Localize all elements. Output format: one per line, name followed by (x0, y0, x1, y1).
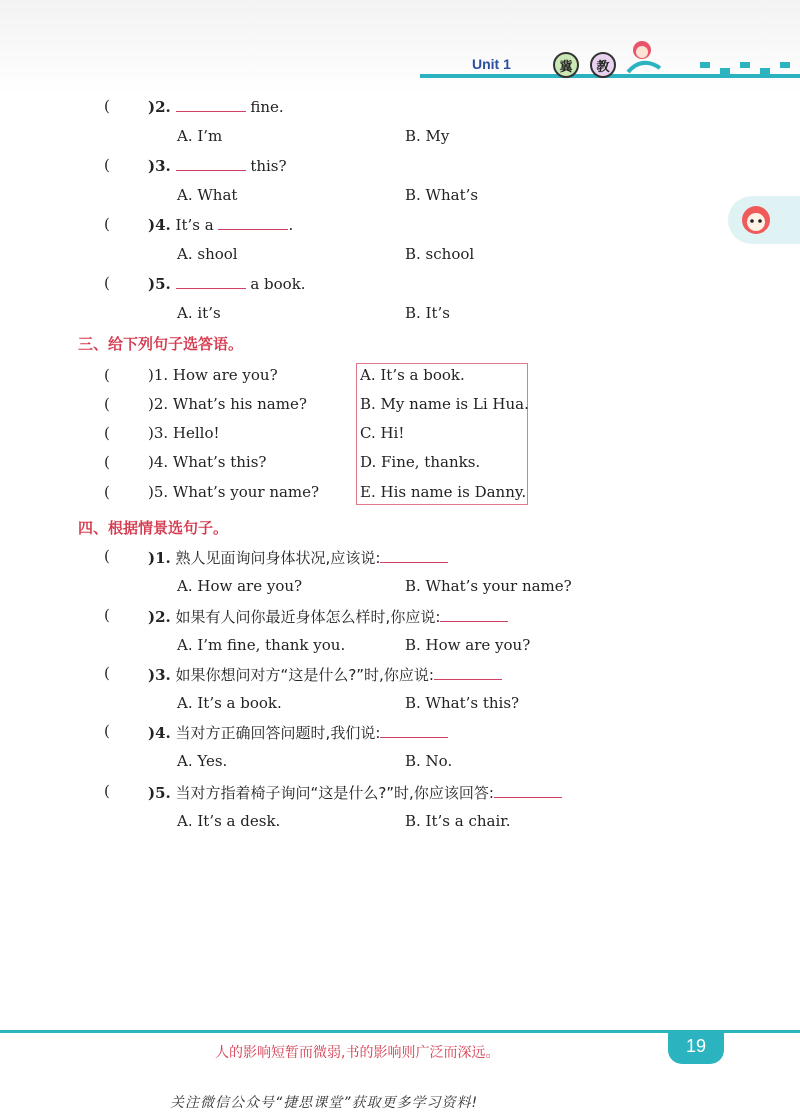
question-number: )2. (148, 98, 171, 116)
option-b: B. No. (405, 752, 453, 770)
match-question: )1. How are you? (148, 366, 278, 384)
fox-mascot-icon (736, 200, 776, 240)
match-question: )2. What’s his name? (148, 395, 307, 413)
option-b: B. It’s a chair. (405, 812, 511, 830)
question-number: )1. (148, 549, 171, 567)
answer-paren: ( (104, 395, 110, 413)
match-answer: B. My name is Li Hua. (360, 395, 529, 413)
answer-blank[interactable] (380, 548, 448, 563)
answer-paren: ( (104, 366, 110, 384)
question-number: )3. (148, 666, 171, 684)
question-number: )3. (148, 157, 171, 175)
unit-label: Unit 1 (472, 56, 511, 72)
option-b: B. What’s your name? (405, 577, 572, 595)
answer-paren: ( (104, 483, 110, 501)
scenario-text: 熟人见面询问身体状况,应该说: (175, 549, 381, 567)
question-number: )5. (148, 784, 171, 802)
option-a: A. I’m (177, 127, 223, 145)
option-b: B. What’s (405, 186, 479, 204)
match-answer: D. Fine, thanks. (360, 453, 481, 471)
question-text-post: . (288, 216, 294, 234)
scenario-row (148, 782, 562, 803)
option-a: A. How are you? (177, 577, 303, 595)
question-text-pre: It’s a (175, 216, 219, 234)
scenario-text: 如果你想问对方“这是什么?”时,你应说: (175, 666, 434, 684)
header-decoration (780, 62, 790, 68)
question-row (148, 156, 287, 175)
match-question: )3. Hello! (148, 424, 220, 442)
answer-blank[interactable] (494, 783, 562, 798)
page-number: 19 (685, 1036, 707, 1056)
scenario-row (148, 664, 502, 685)
question-row (148, 97, 284, 116)
option-b: B. It’s (405, 304, 450, 322)
option-a: A. I’m fine, thank you. (177, 636, 346, 654)
answer-paren: ( (104, 722, 110, 740)
question-number: )4. (148, 216, 171, 234)
option-b: B. How are you? (405, 636, 531, 654)
option-a: A. What (177, 186, 238, 204)
section4-title: 四、根据情景选句子。 (78, 519, 229, 537)
question-row (148, 215, 293, 234)
bottom-note: 关注微信公众号“捷思课堂”获取更多学习资料! (170, 1095, 479, 1111)
header-decoration (760, 68, 770, 74)
answer-paren: ( (104, 274, 110, 292)
match-question: )5. What’s your name? (148, 483, 320, 501)
answer-paren: ( (104, 424, 110, 442)
answer-blank[interactable] (218, 215, 288, 230)
answer-paren: ( (104, 453, 110, 471)
question-number: )4. (148, 724, 171, 742)
answer-blank[interactable] (176, 97, 246, 112)
answer-paren: ( (104, 547, 110, 565)
answer-paren: ( (104, 97, 110, 115)
question-text-post: fine. (245, 98, 284, 116)
side-tab (728, 196, 800, 244)
scenario-row (148, 722, 448, 743)
scenario-text: 当对方正确回答问题时,我们说: (175, 724, 381, 742)
answer-blank[interactable] (176, 156, 246, 171)
answer-paren: ( (104, 215, 110, 233)
option-a: A. It’s a desk. (177, 812, 281, 830)
scenario-text: 如果有人问你最近身体怎么样时,你应说: (175, 608, 441, 626)
option-a: A. Yes. (177, 752, 228, 770)
header-decoration (740, 62, 750, 68)
answer-paren: ( (104, 606, 110, 624)
match-answer: C. Hi! (360, 424, 405, 442)
match-answer: A. It’s a book. (360, 366, 465, 384)
answer-paren: ( (104, 782, 110, 800)
publisher-badge-2: 教 (590, 52, 616, 78)
question-text-post: this? (245, 157, 287, 175)
question-number: )5. (148, 275, 171, 293)
page-header (0, 0, 800, 95)
option-a: A. It’s a book. (177, 694, 282, 712)
answer-blank[interactable] (440, 607, 508, 622)
mascot-icon (620, 38, 670, 78)
answer-blank[interactable] (380, 723, 448, 738)
header-decoration (700, 62, 710, 68)
publisher-badge-1: 冀 (553, 52, 579, 78)
question-row (148, 274, 306, 293)
question-number: )2. (148, 608, 171, 626)
option-b: B. My (405, 127, 450, 145)
answer-blank[interactable] (176, 274, 246, 289)
match-answer: E. His name is Danny. (360, 483, 527, 501)
option-a: A. shool (177, 245, 238, 263)
section3-title: 三、给下列句子选答语。 (78, 335, 244, 353)
match-question: )4. What’s this? (148, 453, 267, 471)
header-decoration (720, 68, 730, 74)
scenario-row (148, 606, 508, 627)
option-b: B. What’s this? (405, 694, 520, 712)
option-b: B. school (405, 245, 475, 263)
scenario-text: 当对方指着椅子询问“这是什么?”时,你应该回答: (175, 784, 494, 802)
question-text-post: a book. (245, 275, 306, 293)
footer-slogan: 人的影响短暂而微弱,书的影响则广泛而深远。 (215, 1045, 500, 1061)
scenario-row (148, 547, 448, 568)
option-a: A. it’s (177, 304, 221, 322)
answer-blank[interactable] (434, 665, 502, 680)
answer-paren: ( (104, 156, 110, 174)
answer-paren: ( (104, 664, 110, 682)
